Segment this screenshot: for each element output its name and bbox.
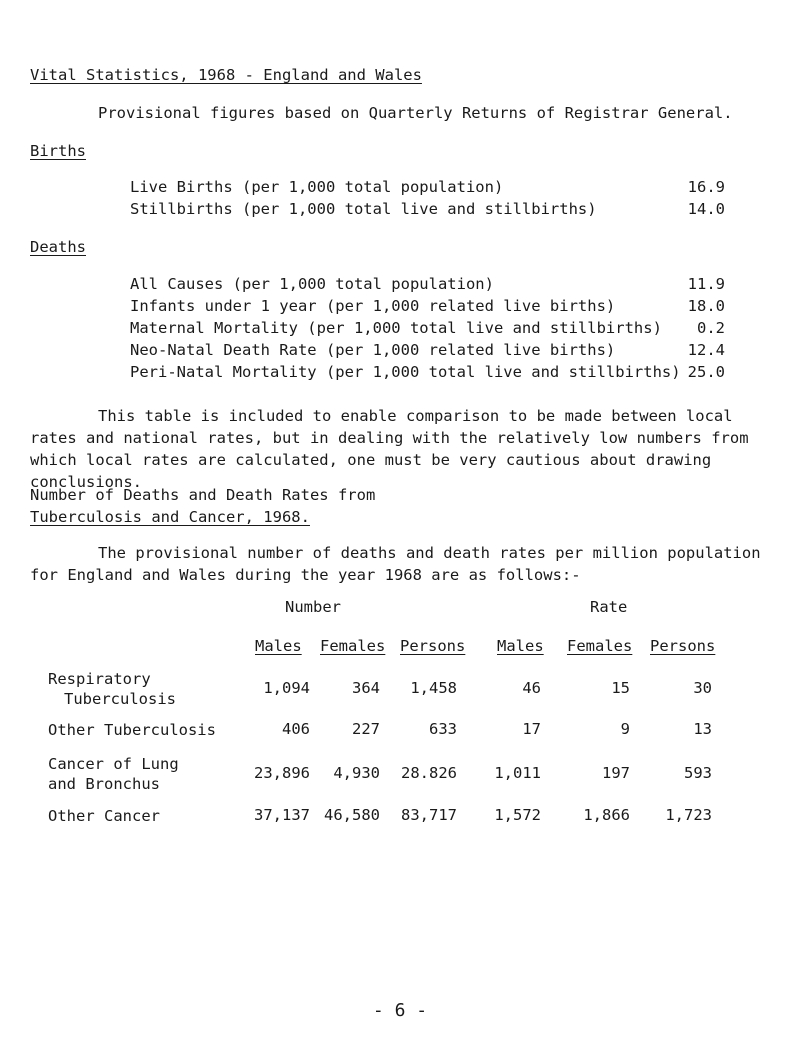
table-cell: 17 <box>522 720 541 738</box>
table-cell: 28.826 <box>401 764 457 782</box>
table-cell: 197 <box>602 764 630 782</box>
table-cell: 633 <box>429 720 457 738</box>
group-header-number: Number <box>285 598 341 616</box>
table-cell: 364 <box>352 679 380 697</box>
deaths-heading: Deaths <box>30 238 86 256</box>
col-header: Females <box>567 637 633 655</box>
table-cell: 9 <box>620 720 630 738</box>
table-cell: 1,011 <box>494 764 541 782</box>
subtitle: Provisional figures based on Quarterly Returns of Registrar General. <box>98 104 733 122</box>
page-number: - 6 - <box>372 1000 428 1021</box>
col-header: Persons <box>650 637 716 655</box>
group-header-rate: Rate <box>590 598 628 616</box>
table-cell: 13 <box>693 720 712 738</box>
col-header: Males <box>255 637 302 655</box>
births-heading: Births <box>30 142 86 160</box>
table-cell: 406 <box>282 720 310 738</box>
table-cell: 30 <box>693 679 712 697</box>
page-title: Vital Statistics, 1968 - England and Wales <box>30 66 422 84</box>
section-title: Number of Deaths and Death Rates from <box>30 486 376 504</box>
table-cell: 1,723 <box>665 806 712 824</box>
note-paragraph: This table is included to enable comparison to be made between local rates and national rates, but in dealing with the relatively low numbers from which local rates are calculated, one must be very cautious about drawing conclusions. <box>30 407 749 491</box>
row-label: Respiratory Tuberculosis <box>48 670 176 708</box>
table-intro: The provisional number of deaths and death rates per million population for England and Wales during the year 1968 are as follows:- <box>30 544 761 584</box>
row-label: Other Tuberculosis <box>48 721 216 739</box>
col-header: Females <box>320 637 386 655</box>
row-label: Other Cancer <box>48 807 160 825</box>
table-cell: 1,094 <box>263 679 310 697</box>
table-cell: 593 <box>684 764 712 782</box>
table-cell: 23,896 <box>254 764 310 782</box>
table-cell: 227 <box>352 720 380 738</box>
table-cell: 37,137 <box>254 806 310 824</box>
col-header: Males <box>497 637 544 655</box>
table-cell: 1,458 <box>410 679 457 697</box>
section-title-2: Tuberculosis and Cancer, 1968. <box>30 508 310 526</box>
table-cell: 15 <box>611 679 630 697</box>
table-cell: 46 <box>522 679 541 697</box>
table-cell: 1,866 <box>583 806 630 824</box>
table-cell: 4,930 <box>333 764 380 782</box>
table-cell: 1,572 <box>494 806 541 824</box>
table-cell: 83,717 <box>401 806 457 824</box>
table-cell: 46,580 <box>324 806 380 824</box>
col-header: Persons <box>400 637 466 655</box>
row-label: Cancer of Lung and Bronchus <box>48 755 179 793</box>
